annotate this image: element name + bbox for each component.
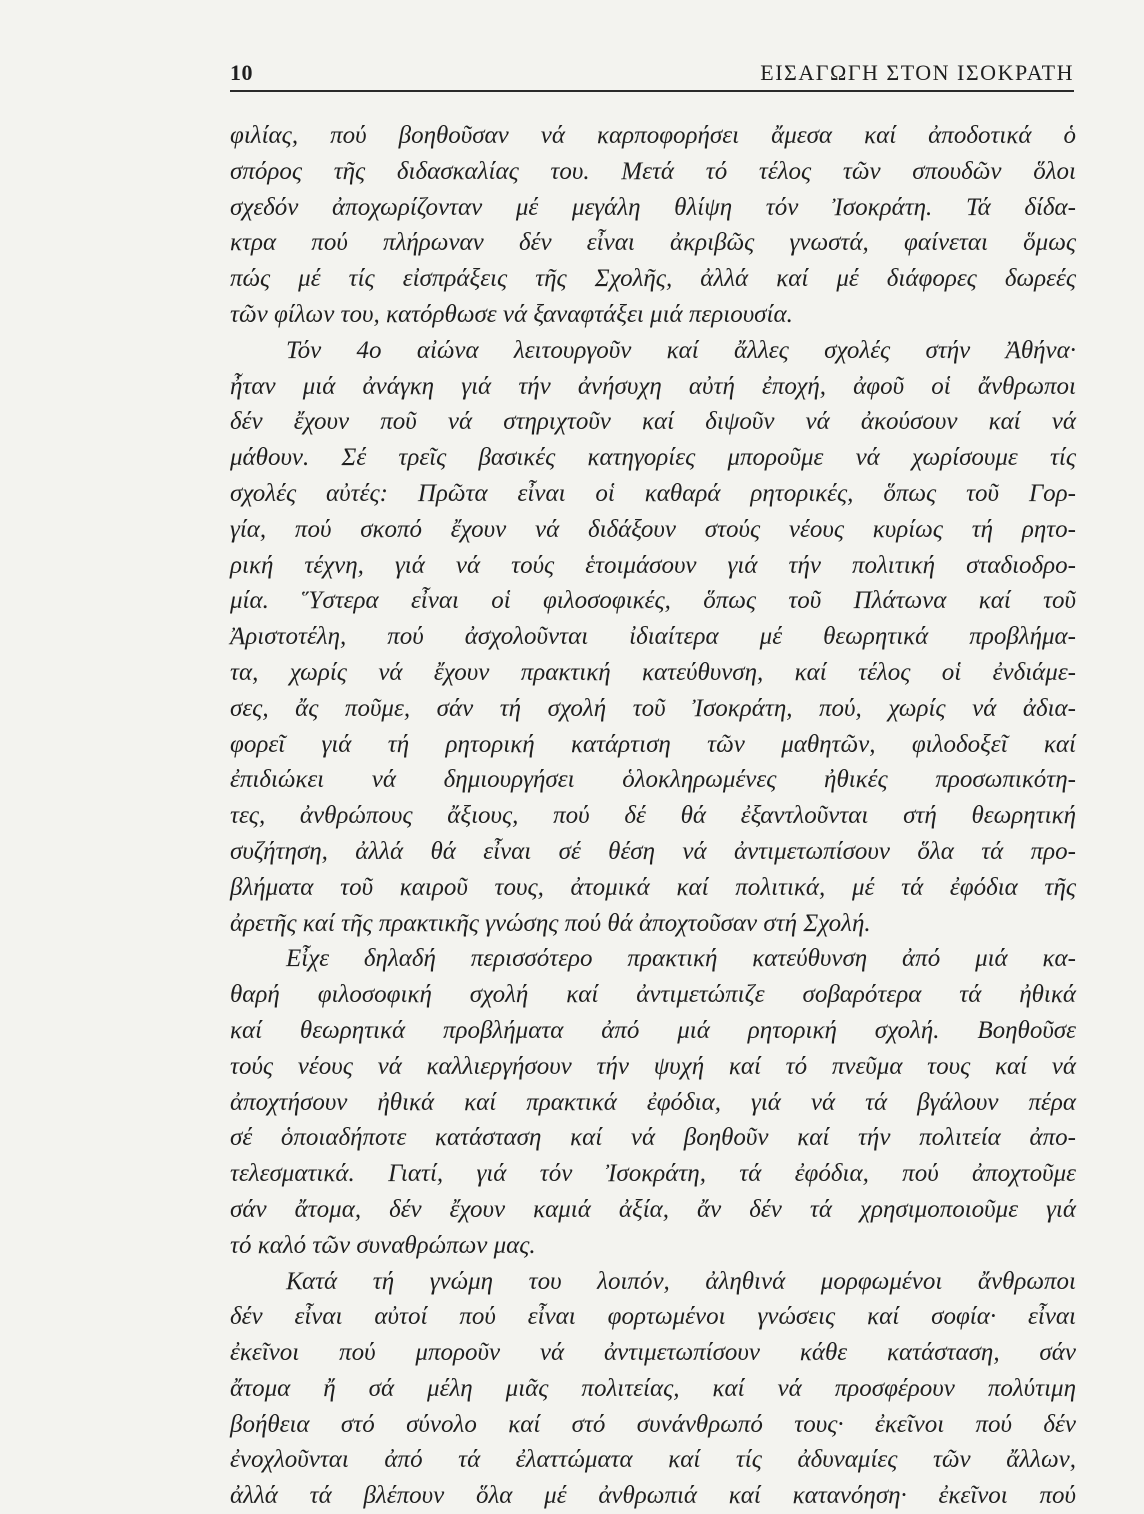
text-line: καί θεωρητικά προβλήματα ἀπό μιά ρητορική σχολή. Βοηθοῦσε: [230, 1016, 1076, 1044]
text-line: ἀποχτήσουν ἠθικά καί πρακτικά ἐφόδια, γιά νά τά βγάλουν πέρα: [230, 1088, 1076, 1116]
paragraph-first-line: Κατά τή γνώμη του λοιπόν, ἀληθινά μορφωμένοι ἄνθρωποι: [286, 1267, 1076, 1295]
text-line: ἦταν μιά ἀνάγκη γιά τήν ἀνήσυχη αὐτή ἐποχή, ἀφοῦ οἱ ἄνθρωποι: [230, 372, 1076, 400]
text-line: τό καλό τῶν συναθρώπων μας.: [230, 1231, 536, 1259]
text-line: σπόρος τῆς διδασκαλίας του. Μετά τό τέλος τῶν σπουδῶν ὅλοι: [230, 157, 1076, 185]
text-line: σες, ἄς ποῦμε, σάν τή σχολή τοῦ Ἰσοκράτη, πού, χωρίς νά ἀδια-: [230, 694, 1076, 722]
paragraph-first-line: Εἶχε δηλαδή περισσότερο πρακτική κατεύθυνση ἀπό μιά κα-: [286, 945, 1076, 973]
running-title: ΕΙΣΑΓΩΓΗ ΣΤΟΝ ΙΣΟΚΡΑΤΗ: [760, 60, 1074, 85]
text-line: σάν ἄτομα, δέν ἔχουν καμιά ἀξία, ἄν δέν τά χρησιμοποιοῦμε γιά: [230, 1195, 1076, 1223]
text-line: μία. Ὕστερα εἶναι οἱ φιλοσοφικές, ὅπως τοῦ Πλάτωνα καί τοῦ: [230, 587, 1076, 615]
text-line: ἐπιδιώκει νά δημιουργήσει ὁλοκληρωμένες ἠθικές προσωπικότη-: [230, 766, 1076, 794]
paragraph-first-line: Τόν 4ο αἰώνα λειτουργοῦν καί ἄλλες σχολές στήν Ἀθήνα·: [286, 336, 1076, 364]
text-line: ἐνοχλοῦνται ἀπό τά ἐλαττώματα καί τίς ἀδυναμίες τῶν ἄλλων,: [230, 1446, 1076, 1474]
text-line: βοήθεια στό σύνολο καί στό συνάνθρωπό τους· ἐκεῖνοι πού δέν: [230, 1410, 1076, 1438]
text-line: ρική τέχνη, γιά νά τούς ἑτοιμάσουν γιά τήν πολιτική σταδιοδρο-: [230, 551, 1076, 579]
text-line: ἀλλά τά βλέπουν ὅλα μέ ἀνθρωπιά καί κατανόηση· ἐκεῖνοι πού: [230, 1482, 1076, 1510]
text-line: Ἀριστοτέλη, πού ἀσχολοῦνται ἰδιαίτερα μέ θεωρητικά προβλήμα-: [230, 623, 1076, 651]
text-line: θαρή φιλοσοφική σχολή καί ἀντιμετώπιζε σοβαρότερα τά ἠθικά: [230, 981, 1076, 1009]
text-line: δέν ἔχουν ποῦ νά στηριχτοῦν καί διψοῦν νά ἀκούσουν καί νά: [230, 408, 1076, 436]
text-line: συζήτηση, ἀλλά θά εἶναι σέ θέση νά ἀντιμετωπίσουν ὅλα τά προ-: [230, 837, 1076, 865]
text-line: φιλίας, πού βοηθοῦσαν νά καρποφορήσει ἄμεσα καί ἀποδοτικά ὁ: [230, 122, 1076, 149]
text-line: δέν εἶναι αὐτοί πού εἶναι φορτωμένοι γνώσεις καί σοφία· εἶναι: [230, 1303, 1076, 1331]
text-line: ἐκεῖνοι πού μποροῦν νά ἀντιμετωπίσουν κάθε κατάσταση, σάν: [230, 1339, 1076, 1367]
text-line: τελεσματικά. Γιατί, γιά τόν Ἰσοκράτη, τά ἐφόδια, πού ἀποχτοῦμε: [230, 1160, 1076, 1188]
text-line: ἄτομα ἤ σά μέλη μιᾶς πολιτείας, καί νά προσφέρουν πολύτιμη: [230, 1374, 1076, 1402]
text-line: τούς νέους νά καλλιεργήσουν τήν ψυχή καί τό πνεῦμα τους καί νά: [230, 1052, 1076, 1080]
text-line: τες, ἀνθρώπους ἄξιους, πού δέ θά ἐξαντλοῦνται στή θεωρητική: [230, 802, 1076, 830]
text-line: μάθουν. Σέ τρεῖς βασικές κατηγορίες μποροῦμε νά χωρίσουμε τίς: [230, 444, 1076, 472]
text-line: γία, πού σκοπό ἔχουν νά διδάξουν στούς νέους κυρίως τή ρητο-: [230, 515, 1076, 543]
page-number: 10: [230, 60, 253, 85]
text-line: κτρα πού πλήρωναν δέν εἶναι ἀκριβῶς γνωστά, φαίνεται ὅμως: [230, 229, 1076, 257]
text-line: ἀρετῆς καί τῆς πρακτικῆς γνώσης πού θά ἀποχτοῦσαν στή Σχολή.: [230, 909, 871, 937]
text-line: φορεῖ γιά τή ρητορική κατάρτιση τῶν μαθητῶν, φιλοδοξεῖ καί: [230, 730, 1076, 758]
text-line: βλήματα τοῦ καιροῦ τους, ἀτομικά καί πολιτικά, μέ τά ἐφόδια τῆς: [230, 873, 1076, 901]
page-header: [230, 58, 1074, 92]
body-text: [230, 118, 1076, 1514]
text-line: πώς μέ τίς εἰσπράξεις τῆς Σχολῆς, ἀλλά καί μέ διάφορες δωρεές: [230, 265, 1076, 293]
text-line: τα, χωρίς νά ἔχουν πρακτική κατεύθυνση, καί τέλος οἱ ἐνδιάμε-: [230, 658, 1076, 686]
text-line: σχεδόν ἀποχωρίζονταν μέ μεγάλη θλίψη τόν Ἰσοκράτη. Τά δίδα-: [230, 193, 1076, 221]
text-line: σχολές αὐτές: Πρῶτα εἶναι οἱ καθαρά ρητορικές, ὅπως τοῦ Γορ-: [230, 479, 1076, 507]
text-line: σέ ὁποιαδήποτε κατάσταση καί νά βοηθοῦν καί τήν πολιτεία ἀπο-: [230, 1124, 1076, 1152]
text-line: τῶν φίλων του, κατόρθωσε νά ξαναφτάξει μιά περιουσία.: [230, 300, 793, 328]
